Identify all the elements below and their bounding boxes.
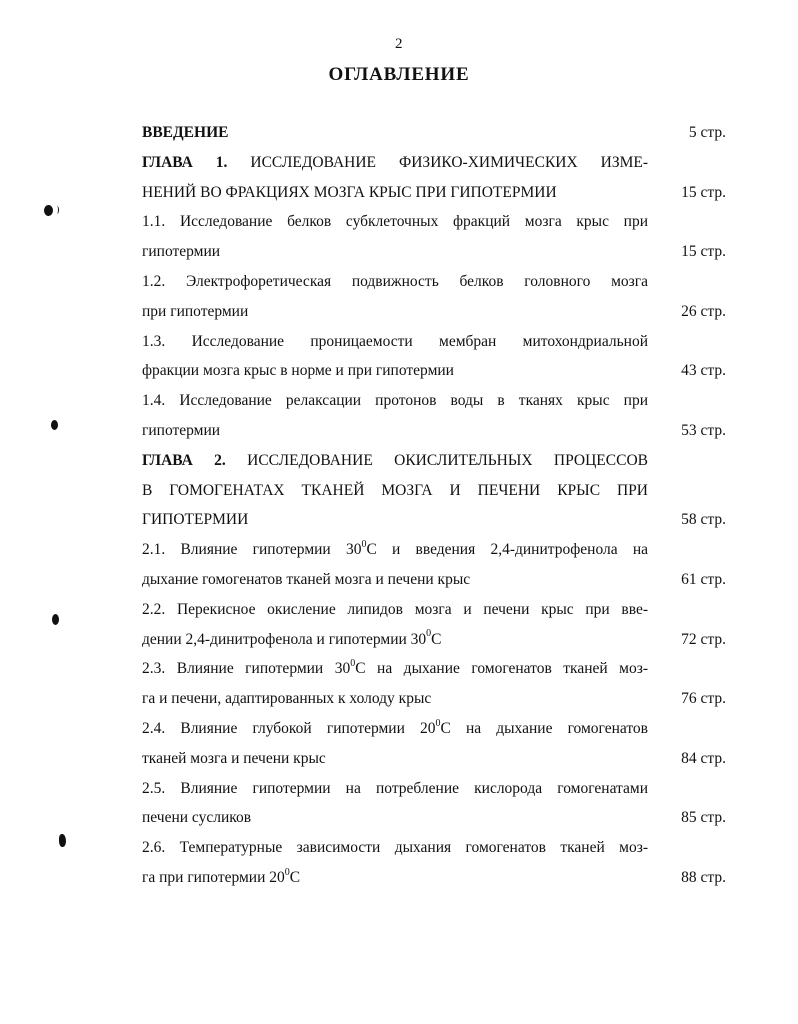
toc-line-text [142,297,648,327]
toc-line-content: при гипотермии [142,302,249,320]
toc-page-ref: 15 стр. [681,183,726,201]
toc-entry[interactable] [142,446,732,535]
toc-page-ref: 43 стр. [681,362,726,380]
toc-line-text [142,833,648,863]
toc-line [142,684,732,714]
toc-line [142,297,732,327]
toc-line [142,833,732,863]
toc-line-content: 1.4. Исследование релаксации протонов воды в тканях крыс при [142,392,648,410]
toc-line-text [142,118,648,148]
toc-page-ref: 76 стр. [681,690,726,708]
toc-line-content: фракции мозга крыс в норме и при гипотермии [142,362,454,380]
toc-entry[interactable] [142,714,732,774]
table-of-contents [142,118,732,893]
punch-hole-mark [52,614,59,625]
toc-line [142,595,732,625]
toc-line-content: В ГОМОГЕНАТАХ ТКАНЕЙ МОЗГА И ПЕЧЕНИ КРЫС ПРИ [142,481,648,499]
toc-line-text [142,148,648,178]
toc-page-ref: 5 стр. [688,124,726,141]
toc-entry[interactable] [142,327,732,387]
toc-line-content: 2.6. Температурные зависимости дыхания гомогенатов тканей моз- [142,839,648,857]
toc-line-text [142,774,648,804]
toc-line [142,148,732,178]
toc-entry[interactable] [142,207,732,267]
toc-entry[interactable] [142,833,732,893]
toc-line [142,237,732,267]
punch-hole-mark [59,834,66,847]
toc-entry[interactable] [142,267,732,327]
toc-line [142,505,732,535]
toc-line-text [142,684,648,714]
toc-line-content: 2.1. Влияние гипотермии $30^0С$ и введения 2,4-динитрофенола на [142,539,649,559]
toc-line [142,446,732,476]
toc-heading-label: ГЛАВА 1. [142,153,228,171]
toc-line [142,327,732,357]
toc-line-content: 1.3. Исследование проницаемости мембран митохондриальной [142,332,648,350]
toc-page-ref: 26 стр. [681,302,726,320]
page-number: 2 [395,36,403,52]
toc-line-text [142,535,648,565]
toc-line [142,267,732,297]
toc-page-ref: 61 стр. [681,570,726,588]
toc-line-content: ГИПОТЕРМИИ [142,511,249,529]
toc-line [142,863,732,893]
toc-line-content: дении 2,4-динитрофенола и гипотермии $30^0С$ [142,628,442,648]
toc-line [142,476,732,506]
toc-line-text [142,356,648,386]
toc-entry[interactable] [142,386,732,446]
toc-line-content: 1.1. Исследование белков субклеточных фракций мозга крыс при [142,213,648,231]
toc-line-content: 2.2. Перекисное окисление липидов мозга и печени крыс при вве- [142,600,648,618]
toc-line-content: га и печени, адаптированных к холоду крыс [142,690,432,708]
toc-line [142,386,732,416]
toc-line [142,118,732,148]
toc-line [142,744,732,774]
toc-page-ref: 85 стр. [681,809,726,827]
toc-line-content: гипотермии [142,243,221,261]
toc-heading-label: ВВЕДЕНИЕ [142,124,229,141]
toc-line-content: тканей мозга и печени крыс [142,749,326,767]
toc-line-content: дыхание гомогенатов тканей мозга и печени крыс [142,570,471,588]
toc-line-text [142,416,648,446]
toc-entry[interactable] [142,535,732,595]
toc-line [142,803,732,833]
toc-page-ref: 72 стр. [681,630,726,648]
toc-page-ref: 58 стр. [681,511,726,529]
toc-line-content: ИССЛЕДОВАНИЕ ОКИСЛИТЕЛЬНЫХ ПРОЦЕССОВ [225,451,648,469]
toc-line-text [142,863,648,893]
toc-line [142,565,732,595]
toc-line-text [142,327,648,357]
toc-line-content: НЕНИЙ ВО ФРАКЦИЯХ МОЗГА КРЫС ПРИ ГИПОТЕРМИИ [142,183,557,201]
toc-line-content: 2.4. Влияние глубокой гипотермии $20^0С$ на дыхание гомогенатов [142,717,648,737]
toc-line-text [142,714,648,744]
toc-line-text [142,654,648,684]
toc-line-content: 2.3. Влияние гипотермии $30^0С$ на дыхание гомогенатов тканей моз- [142,658,649,678]
toc-line [142,356,732,386]
toc-line-text [142,267,648,297]
toc-line-content: га при гипотермии $20^0С$ [142,866,301,886]
toc-line [142,178,732,208]
toc-line-text [142,505,648,535]
toc-page-ref: 53 стр. [681,421,726,439]
toc-line-text [142,207,648,237]
toc-entry[interactable] [142,774,732,834]
toc-line-text [142,386,648,416]
toc-line [142,654,732,684]
toc-line [142,714,732,744]
toc-line-text [142,625,648,655]
toc-line-text [142,446,648,476]
toc-line [142,207,732,237]
toc-line-text [142,237,648,267]
punch-hole-mark [55,206,59,214]
toc-line-content: ИССЛЕДОВАНИЕ ФИЗИКО-ХИМИЧЕСКИХ ИЗМЕ- [227,153,649,171]
toc-entry[interactable] [142,654,732,714]
toc-line-text [142,595,648,625]
toc-line [142,535,732,565]
toc-line [142,774,732,804]
toc-page-ref: 88 стр. [681,868,726,886]
toc-line [142,416,732,446]
toc-entry[interactable] [142,118,732,148]
toc-line-content: 1.2. Электрофоретическая подвижность белков головного мозга [142,272,648,290]
toc-line-text [142,476,648,506]
punch-hole-mark [51,420,58,430]
toc-entry[interactable] [142,148,732,208]
toc-entry[interactable] [142,595,732,655]
page-title: ОГЛАВЛЕНИЕ [328,64,470,85]
toc-line-text [142,565,648,595]
toc-page-ref: 15 стр. [681,243,726,261]
toc-line-text [142,744,648,774]
toc-line [142,625,732,655]
punch-hole-mark [44,205,53,216]
toc-line-content: гипотермии [142,421,221,439]
toc-line-text [142,178,648,208]
toc-line-text [142,803,648,833]
toc-page-ref: 84 стр. [681,749,726,767]
toc-heading-label: ГЛАВА 2. [142,451,226,469]
toc-line-content: печени сусликов [142,809,252,827]
toc-line-content: 2.5. Влияние гипотермии на потребление кислорода гомогенатами [142,779,648,797]
